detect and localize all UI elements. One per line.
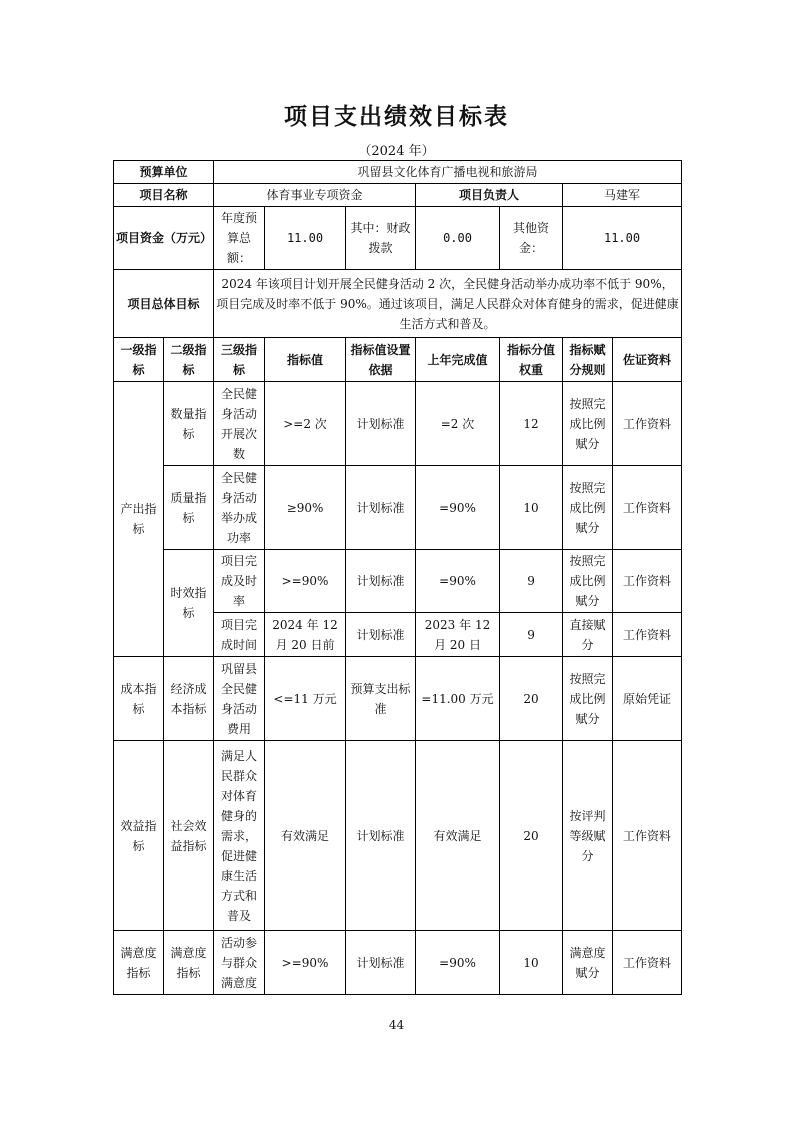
rule-cell: 按照完成比例赋分: [563, 657, 613, 741]
basis-cell: 计划标准: [346, 741, 416, 931]
level3-cell: 活动参与群众满意度: [214, 931, 265, 995]
project-name-label: 项目名称: [114, 184, 214, 207]
table-row: [114, 931, 682, 995]
last-year-cell: =90%: [416, 931, 500, 995]
annual-budget-label: 年度预算总额：: [214, 207, 265, 270]
unit-label: 预算单位: [114, 161, 214, 184]
last-year-cell: =11.00 万元: [416, 657, 500, 741]
weight-cell: 12: [500, 382, 563, 466]
last-year-cell: =90%: [416, 466, 500, 550]
value-cell: ≥90%: [265, 466, 346, 550]
rule-cell: 按照完成比例赋分: [563, 466, 613, 550]
table-row: [114, 657, 682, 741]
unit-value: 巩留县文化体育广播电视和旅游局: [214, 161, 682, 184]
evidence-cell: 工作资料: [613, 466, 682, 550]
rule-cell: 满意度赋分: [563, 931, 613, 995]
basis-cell: 预算支出标准: [346, 657, 416, 741]
header-cell: 指标值: [265, 338, 346, 382]
basis-cell: 计划标准: [346, 466, 416, 550]
project-name-value: 体育事业专项资金: [214, 184, 416, 207]
weight-cell: 9: [500, 550, 563, 613]
table-row: [114, 550, 682, 613]
level1-cell: 满意度指标: [114, 931, 164, 995]
goal-label: 项目总体目标: [114, 270, 214, 338]
rule-cell: 直接赋分: [563, 613, 613, 657]
value-cell: 有效满足: [265, 741, 346, 931]
unit-row: [114, 161, 682, 184]
header-cell: 二级指标: [164, 338, 214, 382]
evidence-cell: 工作资料: [613, 382, 682, 466]
level1-cell: 成本指标: [114, 657, 164, 741]
level1-cell: 产出指标: [114, 382, 164, 657]
fiscal-value: 0.00: [416, 207, 500, 270]
header-cell: 指标值设置依据: [346, 338, 416, 382]
level3-cell: 全民健身活动开展次数: [214, 382, 265, 466]
header-row: [114, 338, 682, 382]
rule-cell: 按照完成比例赋分: [563, 382, 613, 466]
header-cell: 指标分值权重: [500, 338, 563, 382]
fund-label: 项目资金（万元）: [114, 207, 214, 270]
goal-row: [114, 270, 682, 338]
table-row: [114, 466, 682, 550]
weight-cell: 9: [500, 613, 563, 657]
last-year-cell: =90%: [416, 550, 500, 613]
other-funds-label: 其他资金：: [500, 207, 563, 270]
value-cell: >=90%: [265, 550, 346, 613]
level1-cell: 效益指标: [114, 741, 164, 931]
last-year-cell: 2023 年 12 月 20 日: [416, 613, 500, 657]
header-cell: 三级指标: [214, 338, 265, 382]
last-year-cell: =2 次: [416, 382, 500, 466]
other-funds-value: 11.00: [563, 207, 682, 270]
page-number: 44: [388, 1018, 405, 1032]
table-row: [114, 741, 682, 931]
basis-cell: 计划标准: [346, 931, 416, 995]
goal-text: 2024 年该项目计划开展全民健身活动 2 次，全民健身活动举办成功率不低于 90%，项目完成及时率不低于 90%。通过该项目，满足人民群众对体育健身的需求，促进健康生活方式和普及。: [214, 270, 682, 338]
level3-cell: 项目完成及时率: [214, 550, 265, 613]
level2-cell: 经济成本指标: [164, 657, 214, 741]
level3-cell: 全民健身活动举办成功率: [214, 466, 265, 550]
basis-cell: 计划标准: [346, 613, 416, 657]
evidence-cell: 工作资料: [613, 931, 682, 995]
level2-cell: 时效指标: [164, 550, 214, 657]
header-cell: 上年完成值: [416, 338, 500, 382]
weight-cell: 10: [500, 931, 563, 995]
evidence-cell: 工作资料: [613, 741, 682, 931]
manager-value: 马建军: [563, 184, 682, 207]
basis-cell: 计划标准: [346, 550, 416, 613]
level2-cell: 数量指标: [164, 382, 214, 466]
level3-cell: 满足人民群众对体育健身的需求，促进健康生活方式和普及: [214, 741, 265, 931]
value-cell: >=2 次: [265, 382, 346, 466]
level3-cell: 项目完成时间: [214, 613, 265, 657]
evidence-cell: 工作资料: [613, 550, 682, 613]
level2-cell: 质量指标: [164, 466, 214, 550]
weight-cell: 20: [500, 741, 563, 931]
header-cell: 一级指标: [114, 338, 164, 382]
value-cell: 2024 年 12 月 20 日前: [265, 613, 346, 657]
header-cell: 佐证资料: [613, 338, 682, 382]
annual-budget-value: 11.00: [265, 207, 346, 270]
manager-label: 项目负责人: [416, 184, 563, 207]
level2-cell: 社会效益指标: [164, 741, 214, 931]
level3-cell: 巩留县全民健身活动费用: [214, 657, 265, 741]
value-cell: >=90%: [265, 931, 346, 995]
value-cell: <=11 万元: [265, 657, 346, 741]
level2-cell: 满意度指标: [164, 931, 214, 995]
performance-table: [113, 160, 682, 995]
evidence-cell: 工作资料: [613, 613, 682, 657]
weight-cell: 20: [500, 657, 563, 741]
evidence-cell: 原始凭证: [613, 657, 682, 741]
last-year-cell: 有效满足: [416, 741, 500, 931]
fund-row: [114, 207, 682, 270]
table-row: [114, 382, 682, 466]
header-cell: 指标赋分规则: [563, 338, 613, 382]
fiscal-label: 其中：财政拨款: [346, 207, 416, 270]
rule-cell: 按照完成比例赋分: [563, 550, 613, 613]
rule-cell: 按评判等级赋分: [563, 741, 613, 931]
weight-cell: 10: [500, 466, 563, 550]
page-title: 项目支出绩效目标表: [284, 104, 509, 130]
year-label: （2024 年）: [358, 144, 435, 159]
project-name-row: [114, 184, 682, 207]
basis-cell: 计划标准: [346, 382, 416, 466]
